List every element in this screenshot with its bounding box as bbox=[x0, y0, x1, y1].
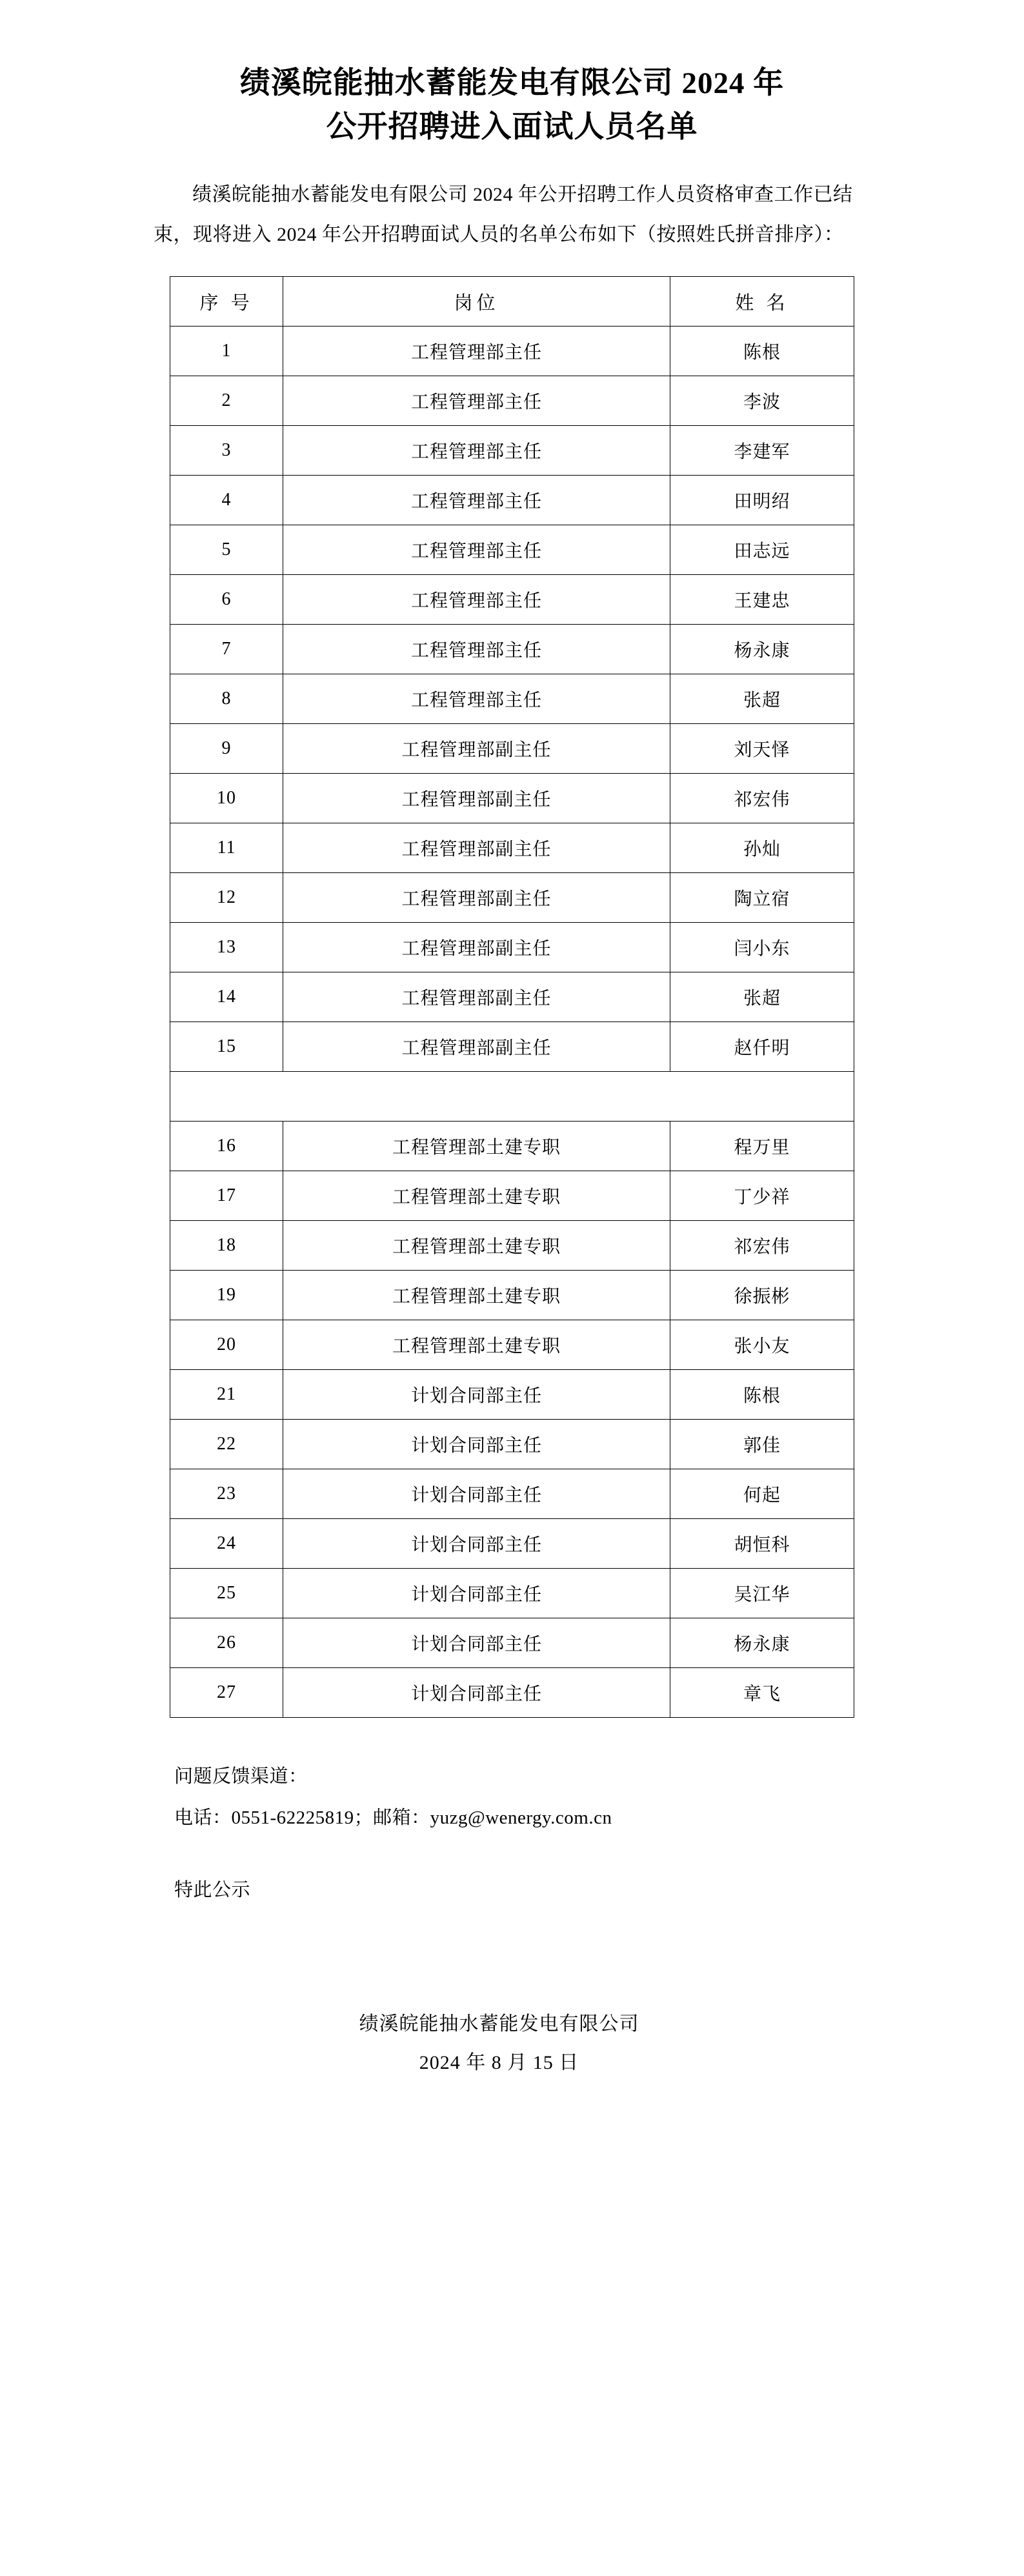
row-position: 计划合同部主任 bbox=[283, 1420, 670, 1469]
row-position: 工程管理部副主任 bbox=[283, 923, 670, 972]
signature-org: 绩溪皖能抽水蓄能发电有限公司 bbox=[359, 2013, 639, 2035]
row-name: 闫小东 bbox=[670, 923, 854, 972]
table-row bbox=[170, 525, 854, 575]
row-name: 刘天怿 bbox=[670, 724, 854, 774]
row-no: 12 bbox=[170, 873, 283, 923]
row-name: 陈根 bbox=[670, 1370, 854, 1420]
table-row bbox=[170, 1320, 854, 1370]
table-row bbox=[170, 1519, 854, 1569]
page-title bbox=[148, 61, 876, 149]
signature-date: 2024 年 8 月 15 日 bbox=[419, 2051, 579, 2073]
row-name: 杨永康 bbox=[670, 1618, 854, 1668]
row-position: 工程管理部主任 bbox=[283, 625, 670, 674]
intro-paragraph: 绩溪皖能抽水蓄能发电有限公司 2024 年公开招聘工作人员资格审查工作已结束，现将进入 2024 年公开招聘面试人员的名单公布如下（按照姓氏拼音排序）： bbox=[154, 184, 853, 245]
row-no: 20 bbox=[170, 1320, 283, 1370]
row-no: 2 bbox=[170, 376, 283, 426]
row-name: 王建忠 bbox=[670, 575, 854, 625]
table-section-gap bbox=[170, 1072, 854, 1122]
table-row bbox=[170, 823, 854, 873]
row-name: 田明绍 bbox=[670, 476, 854, 525]
row-no: 16 bbox=[170, 1122, 283, 1171]
row-no: 18 bbox=[170, 1221, 283, 1271]
row-name: 章飞 bbox=[670, 1668, 854, 1718]
contact-block bbox=[148, 1756, 876, 1839]
row-name: 杨永康 bbox=[670, 625, 854, 674]
row-no: 6 bbox=[170, 575, 283, 625]
table-row bbox=[170, 1221, 854, 1271]
row-position: 计划合同部主任 bbox=[283, 1469, 670, 1519]
column-header-no: 序 号 bbox=[170, 277, 283, 327]
row-position: 计划合同部主任 bbox=[283, 1668, 670, 1718]
table-row bbox=[170, 476, 854, 525]
row-name: 祁宏伟 bbox=[670, 774, 854, 823]
column-header-position: 岗位 bbox=[283, 277, 670, 327]
row-position: 工程管理部土建专职 bbox=[283, 1221, 670, 1271]
row-no: 8 bbox=[170, 674, 283, 724]
row-position: 工程管理部主任 bbox=[283, 327, 670, 376]
table-row bbox=[170, 774, 854, 823]
row-name: 张小友 bbox=[670, 1320, 854, 1370]
table-row bbox=[170, 1618, 854, 1668]
row-position: 工程管理部土建专职 bbox=[283, 1171, 670, 1221]
row-name: 徐振彬 bbox=[670, 1271, 854, 1320]
table-row bbox=[170, 923, 854, 972]
notice-text: 特此公示 bbox=[174, 1879, 251, 1900]
table-row bbox=[170, 724, 854, 774]
row-no: 11 bbox=[170, 823, 283, 873]
row-position: 工程管理部土建专职 bbox=[283, 1320, 670, 1370]
row-no: 15 bbox=[170, 1022, 283, 1072]
row-no: 25 bbox=[170, 1569, 283, 1618]
row-name: 郭佳 bbox=[670, 1420, 854, 1469]
row-name: 祁宏伟 bbox=[670, 1221, 854, 1271]
row-no: 26 bbox=[170, 1618, 283, 1668]
row-position: 工程管理部副主任 bbox=[283, 823, 670, 873]
row-no: 4 bbox=[170, 476, 283, 525]
row-no: 1 bbox=[170, 327, 283, 376]
row-position: 计划合同部主任 bbox=[283, 1569, 670, 1618]
table-row bbox=[170, 376, 854, 426]
row-position: 工程管理部副主任 bbox=[283, 873, 670, 923]
table-row bbox=[170, 972, 854, 1022]
contact-line: 电话：0551-62225819；邮箱：yuzg@wenergy.com.cn bbox=[174, 1807, 612, 1829]
row-position: 工程管理部土建专职 bbox=[283, 1122, 670, 1171]
table-section-gap-cell bbox=[170, 1072, 854, 1122]
table-row bbox=[170, 1668, 854, 1718]
row-no: 19 bbox=[170, 1271, 283, 1320]
table-row bbox=[170, 575, 854, 625]
table-row bbox=[170, 1271, 854, 1320]
row-no: 22 bbox=[170, 1420, 283, 1469]
table-row bbox=[170, 327, 854, 376]
row-position: 工程管理部土建专职 bbox=[283, 1271, 670, 1320]
row-no: 7 bbox=[170, 625, 283, 674]
interview-roster-table bbox=[170, 276, 854, 1718]
row-position: 工程管理部主任 bbox=[283, 525, 670, 575]
contact-title: 问题反馈渠道： bbox=[174, 1766, 308, 1787]
table-row bbox=[170, 1469, 854, 1519]
row-position: 工程管理部副主任 bbox=[283, 724, 670, 774]
row-name: 何起 bbox=[670, 1469, 854, 1519]
row-no: 27 bbox=[170, 1668, 283, 1718]
row-position: 工程管理部副主任 bbox=[283, 774, 670, 823]
column-header-name: 姓 名 bbox=[670, 277, 854, 327]
row-name: 赵仟明 bbox=[670, 1022, 854, 1072]
row-name: 李建军 bbox=[670, 426, 854, 476]
row-name: 张超 bbox=[670, 674, 854, 724]
row-position: 计划合同部主任 bbox=[283, 1370, 670, 1420]
row-position: 工程管理部主任 bbox=[283, 575, 670, 625]
row-no: 24 bbox=[170, 1519, 283, 1569]
table-row bbox=[170, 1569, 854, 1618]
row-position: 计划合同部主任 bbox=[283, 1519, 670, 1569]
row-no: 23 bbox=[170, 1469, 283, 1519]
row-name: 田志远 bbox=[670, 525, 854, 575]
row-name: 陈根 bbox=[670, 327, 854, 376]
row-position: 工程管理部主任 bbox=[283, 426, 670, 476]
table-row bbox=[170, 873, 854, 923]
row-name: 孙灿 bbox=[670, 823, 854, 873]
row-name: 张超 bbox=[670, 972, 854, 1022]
row-no: 5 bbox=[170, 525, 283, 575]
row-position: 工程管理部副主任 bbox=[283, 972, 670, 1022]
page-title-line-2: 公开招聘进入面试人员名单 bbox=[326, 110, 698, 145]
row-name: 程万里 bbox=[670, 1122, 854, 1171]
row-no: 21 bbox=[170, 1370, 283, 1420]
table-row bbox=[170, 625, 854, 674]
row-name: 丁少祥 bbox=[670, 1171, 854, 1221]
table-row bbox=[170, 1420, 854, 1469]
row-position: 工程管理部主任 bbox=[283, 376, 670, 426]
table-row bbox=[170, 1171, 854, 1221]
table-row bbox=[170, 426, 854, 476]
page-title-line-1: 绩溪皖能抽水蓄能发电有限公司 2024 年 bbox=[239, 66, 785, 100]
row-no: 10 bbox=[170, 774, 283, 823]
row-no: 3 bbox=[170, 426, 283, 476]
signature-block bbox=[148, 2005, 876, 2082]
row-no: 17 bbox=[170, 1171, 283, 1221]
table-header-row bbox=[170, 277, 854, 327]
table-row bbox=[170, 1122, 854, 1171]
row-name: 吴江华 bbox=[670, 1569, 854, 1618]
row-position: 工程管理部副主任 bbox=[283, 1022, 670, 1072]
row-name: 陶立宿 bbox=[670, 873, 854, 923]
row-name: 李波 bbox=[670, 376, 854, 426]
row-position: 工程管理部主任 bbox=[283, 674, 670, 724]
row-position: 工程管理部主任 bbox=[283, 476, 670, 525]
table-row bbox=[170, 1370, 854, 1420]
row-name: 胡恒科 bbox=[670, 1519, 854, 1569]
table-row bbox=[170, 1022, 854, 1072]
table-row bbox=[170, 674, 854, 724]
row-position: 计划合同部主任 bbox=[283, 1618, 670, 1668]
row-no: 9 bbox=[170, 724, 283, 774]
row-no: 14 bbox=[170, 972, 283, 1022]
row-no: 13 bbox=[170, 923, 283, 972]
